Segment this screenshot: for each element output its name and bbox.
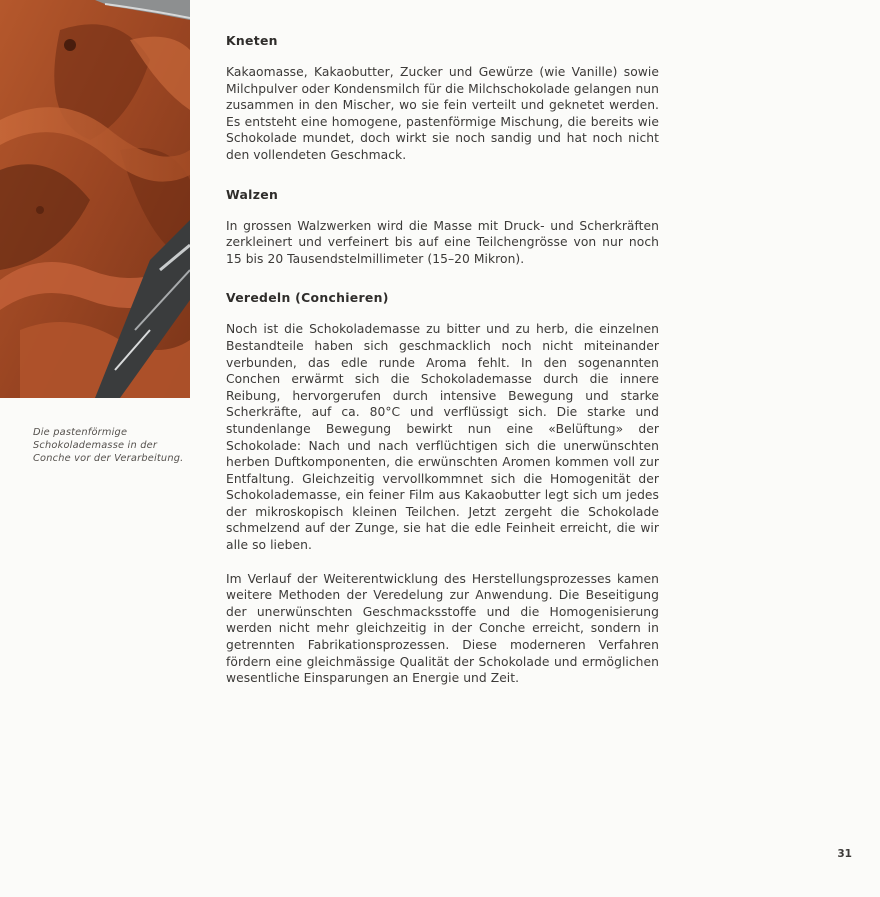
paragraph-walzen: In grossen Walzwerken wird die Masse mit Druck- und Scherkräften zerkleinert und verfeinert bis auf eine Teilchengrösse von nur noch 15 bis 20 Tausendstelmillimeter (15–20 Mikron). — [226, 218, 659, 266]
section-title-veredeln: Veredeln (Conchieren) — [226, 290, 389, 306]
paragraph-veredeln-2: Im Verlauf der Weiterentwicklung des Herstellungsprozesses kamen weitere Methoden der Veredelung zur Anwendung. Die Beseitigung der unerwünschten Geschmacksstoffe und die Homogenisierung werden nicht mehr gleichzeitig in der Conche erreicht, sondern in getrennten Fabrikationsprozessen. Diese moderneren Verfahren fördern eine gleichmässige Qualität der Schokolade und ermöglichen wesentliche Einsparungen an Energie und Zeit. — [226, 571, 659, 686]
chocolate-paste-image — [0, 0, 190, 398]
photo-caption: Die pastenförmige Schokolademasse in der Conche vor der Verarbeitung. — [33, 427, 184, 464]
page-number: 31 — [837, 848, 852, 860]
section-title-kneten: Kneten — [226, 33, 278, 48]
paragraph-kneten: Kakaomasse, Kakaobutter, Zucker und Gewürze (wie Vanille) sowie Milchpulver oder Kondensmilch für die Milchschokolade gelangen nun zusammen in den Mischer, wo sie fein verteilt und geknetet werden. Es entsteht eine homogene, pastenförmige Mischung, die bereits wie Schokolade mundet, doch wirkt sie noch sandig und hat noch nicht den vollendeten Geschmack. — [226, 65, 659, 162]
main-text-column — [226, 32, 659, 687]
paragraph-veredeln-1: Noch ist die Schokolademasse zu bitter und zu herb, die einzelnen Bestandteile haben sich geschmacklich noch nicht miteinander verbunden, das edle runde Aroma fehlt. In den sogenannten Conchen erwärmt sich die Schokolademasse durch die innere Reibung, hervorgerufen durch intensive Bewegung und starke Scherkräfte, auf ca. 80°C und verflüssigt sich. Die starke und stundenlange Bewegung bewirkt nun eine «Belüftung» der Schokolade: Nach und nach verflüchtigen sich die unerwünschten herben Duftkomponenten, die erwünschten Aromen kommen voll zur Entfaltung. Gleichzeitig vervollkommnet sich die Homogenität der Schokolademasse, ein feiner Film aus Kakaobutter legt sich um jedes der mikroskopisch kleinen Teilchen. Jetzt zergeht die Schokolade schmelzend auf der Zunge, sie hat die edle Feinheit erreicht, die wir alle so lieben. — [226, 322, 659, 553]
conche-photo — [0, 0, 190, 398]
section-title-walzen: Walzen — [226, 186, 279, 202]
